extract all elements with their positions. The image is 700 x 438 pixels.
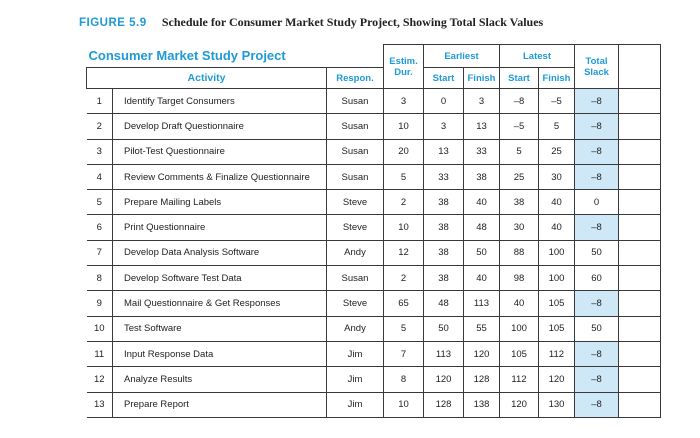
latest-start: 40 [500,291,539,316]
responsible-person: Susan [327,164,384,189]
latest-finish: 120 [539,367,575,392]
activity-name: Test Software [113,316,327,341]
table-row [87,190,661,215]
header-blank-cell [619,45,661,89]
latest-start: 98 [500,266,539,291]
table-row [87,367,661,392]
estimated-duration: 2 [384,266,424,291]
activity-name: Prepare Report [113,392,327,417]
table-row [87,316,661,341]
total-slack: –8 [575,341,619,366]
latest-finish: 100 [539,240,575,265]
earliest-start: 13 [424,139,464,164]
header-estim-dur: Estim. Dur. [384,45,424,89]
earliest-finish: 38 [464,164,500,189]
total-slack: –8 [575,139,619,164]
total-slack: 50 [575,240,619,265]
estimated-duration: 7 [384,341,424,366]
estimated-duration: 5 [384,316,424,341]
estimated-duration: 10 [384,392,424,417]
blank-cell [619,316,661,341]
earliest-finish: 3 [464,89,500,114]
latest-finish: 25 [539,139,575,164]
earliest-finish: 33 [464,139,500,164]
total-slack: –8 [575,89,619,114]
total-slack: 60 [575,266,619,291]
row-number: 3 [87,139,113,164]
latest-start: 38 [500,190,539,215]
header-row-top [87,45,661,68]
responsible-person: Susan [327,89,384,114]
earliest-start: 38 [424,266,464,291]
blank-cell [619,89,661,114]
responsible-person: Jim [327,367,384,392]
latest-start: 105 [500,341,539,366]
total-slack: 50 [575,316,619,341]
blank-cell [619,139,661,164]
earliest-finish: 55 [464,316,500,341]
figure-label: FIGURE 5.9 [79,17,147,29]
table-row [87,215,661,240]
activity-name: Prepare Mailing Labels [113,190,327,215]
latest-start: 30 [500,215,539,240]
estimated-duration: 20 [384,139,424,164]
earliest-start: 38 [424,215,464,240]
estimated-duration: 8 [384,367,424,392]
header-earliest-finish: Finish [464,68,500,89]
latest-finish: 5 [539,114,575,139]
blank-cell [619,266,661,291]
header-respon: Respon. [327,68,384,89]
blank-cell [619,240,661,265]
header-total-slack: Total Slack [575,45,619,89]
activity-name: Review Comments & Finalize Questionnaire [113,164,327,189]
estimated-duration: 10 [384,114,424,139]
total-slack: –8 [575,164,619,189]
table-row [87,240,661,265]
row-number: 5 [87,190,113,215]
row-number: 2 [87,114,113,139]
blank-cell [619,190,661,215]
estimated-duration: 2 [384,190,424,215]
activity-name: Print Questionnaire [113,215,327,240]
responsible-person: Steve [327,190,384,215]
header-activity: Activity [87,68,327,89]
responsible-person: Susan [327,139,384,164]
earliest-start: 113 [424,341,464,366]
earliest-finish: 138 [464,392,500,417]
responsible-person: Jim [327,341,384,366]
latest-finish: 30 [539,164,575,189]
row-number: 12 [87,367,113,392]
activity-name: Develop Draft Questionnaire [113,114,327,139]
latest-start: 25 [500,164,539,189]
row-number: 9 [87,291,113,316]
blank-cell [619,164,661,189]
row-number: 8 [87,266,113,291]
table-row [87,291,661,316]
total-slack: –8 [575,114,619,139]
project-title: Consumer Market Study Project [87,45,384,68]
activity-name: Develop Software Test Data [113,266,327,291]
table-row [87,341,661,366]
latest-start: –5 [500,114,539,139]
earliest-finish: 40 [464,266,500,291]
earliest-start: 128 [424,392,464,417]
header-earliest: Earliest [424,45,500,68]
table-row [87,139,661,164]
activity-name: Input Response Data [113,341,327,366]
earliest-start: 48 [424,291,464,316]
earliest-finish: 120 [464,341,500,366]
responsible-person: Steve [327,215,384,240]
header-earliest-start: Start [424,68,464,89]
earliest-finish: 13 [464,114,500,139]
blank-cell [619,341,661,366]
earliest-start: 120 [424,367,464,392]
row-number: 1 [87,89,113,114]
table-row [87,266,661,291]
estimated-duration: 10 [384,215,424,240]
latest-finish: 105 [539,316,575,341]
latest-start: 120 [500,392,539,417]
estimated-duration: 3 [384,89,424,114]
total-slack: –8 [575,215,619,240]
responsible-person: Andy [327,240,384,265]
figure-caption [79,15,543,30]
earliest-start: 0 [424,89,464,114]
blank-cell [619,291,661,316]
activity-name: Pilot-Test Questionnaire [113,139,327,164]
earliest-start: 33 [424,164,464,189]
responsible-person: Andy [327,316,384,341]
blank-cell [619,114,661,139]
estimated-duration: 5 [384,164,424,189]
earliest-start: 3 [424,114,464,139]
latest-start: 100 [500,316,539,341]
latest-start: 88 [500,240,539,265]
latest-start: 5 [500,139,539,164]
earliest-finish: 48 [464,215,500,240]
header-latest: Latest [500,45,575,68]
header-latest-finish: Finish [539,68,575,89]
row-number: 7 [87,240,113,265]
latest-finish: –5 [539,89,575,114]
latest-finish: 130 [539,392,575,417]
latest-finish: 112 [539,341,575,366]
latest-finish: 100 [539,266,575,291]
schedule-table [86,44,661,418]
responsible-person: Steve [327,291,384,316]
latest-start: 112 [500,367,539,392]
table-row [87,392,661,417]
blank-cell [619,392,661,417]
earliest-start: 38 [424,240,464,265]
activity-name: Develop Data Analysis Software [113,240,327,265]
activity-name: Mail Questionnaire & Get Responses [113,291,327,316]
latest-finish: 40 [539,215,575,240]
earliest-finish: 128 [464,367,500,392]
total-slack: –8 [575,367,619,392]
blank-cell [619,215,661,240]
row-number: 10 [87,316,113,341]
total-slack: –8 [575,392,619,417]
table-row [87,164,661,189]
caption-text: Schedule for Consumer Market Study Project, Showing Total Slack Values [161,15,544,29]
responsible-person: Susan [327,266,384,291]
estimated-duration: 12 [384,240,424,265]
latest-finish: 40 [539,190,575,215]
responsible-person: Susan [327,114,384,139]
estimated-duration: 65 [384,291,424,316]
blank-cell [619,367,661,392]
header-latest-start: Start [500,68,539,89]
row-number: 11 [87,341,113,366]
total-slack: 0 [575,190,619,215]
earliest-start: 38 [424,190,464,215]
table-row [87,89,661,114]
activity-name: Identify Target Consumers [113,89,327,114]
earliest-finish: 113 [464,291,500,316]
row-number: 6 [87,215,113,240]
earliest-finish: 50 [464,240,500,265]
table-row [87,114,661,139]
total-slack: –8 [575,291,619,316]
earliest-finish: 40 [464,190,500,215]
latest-start: –8 [500,89,539,114]
latest-finish: 105 [539,291,575,316]
activity-name: Analyze Results [113,367,327,392]
responsible-person: Jim [327,392,384,417]
row-number: 4 [87,164,113,189]
header-row-bottom [87,68,661,89]
row-number: 13 [87,392,113,417]
earliest-start: 50 [424,316,464,341]
